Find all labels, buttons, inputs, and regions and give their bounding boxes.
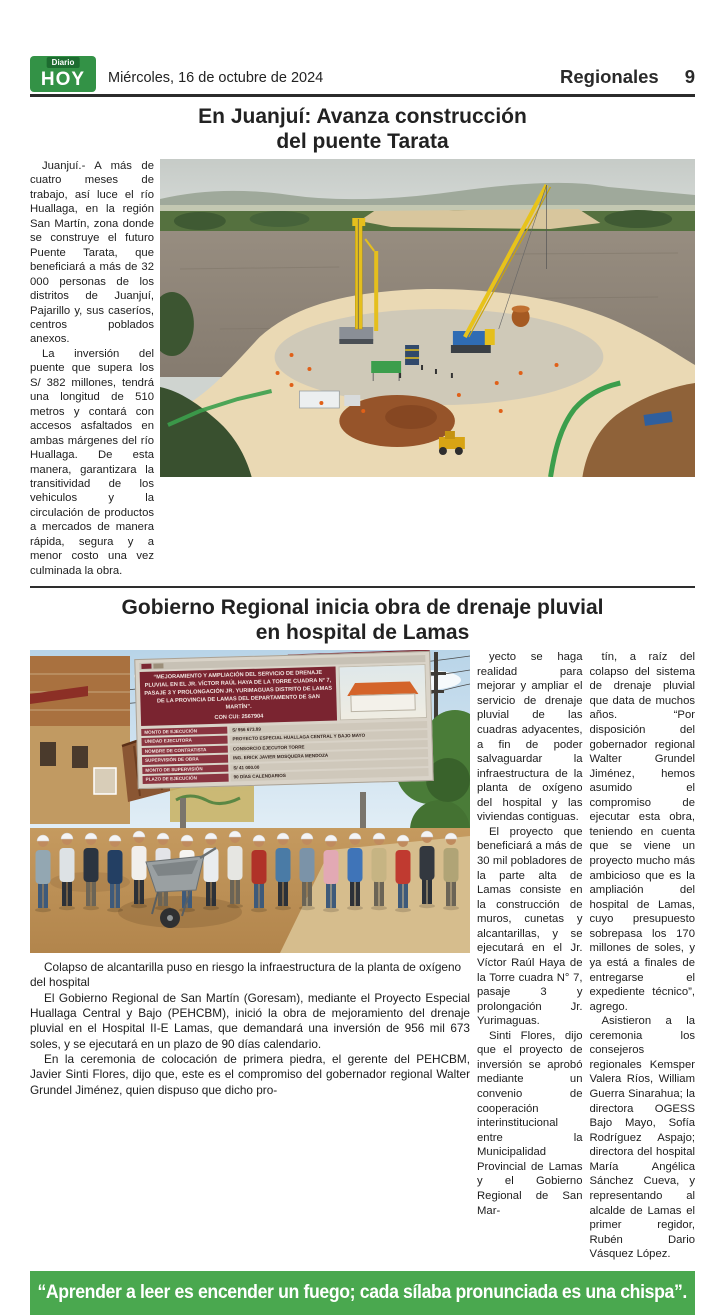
article2-paragraph: El proyecto que beneficiará a más de 30 mil pobladores de la parte alta de Lamas consiste en la construcción de muros, cunetas y alcantarillas, y se ejecutará en el Jr. Víctor Raúl Haya de la Torre cuadra N° 7, pasaje 3 y prolongación Jr. Yurimaguas. (477, 825, 583, 1028)
billboard-project-render (339, 664, 427, 720)
photo-ceremony-lamas (30, 650, 470, 953)
page-header (30, 54, 695, 92)
article2-body-row (30, 650, 695, 1262)
article2-paragraph: El Gobierno Regional de San Martín (Goresam), mediante el Proyecto Especial Huallaga Central y Bajo (PEHCBM), inició la obra de mejoramiento del drenaje pluvial en el Hospital II-E Lamas, que demandará una inversión de 956 mil 673 soles, y se ejecutará en un plazo de 90 días calendario. (30, 990, 470, 1051)
billboard-title: “MEJORAMIENTO Y AMPLIACIÓN DEL SERVICIO DE DRENAJE PLUVIAL EN EL JR. VÍCTOR RAÚL HAYA DE LA TORRE CUADRA N° 7, PASAJE 3 Y PROLONGACIÓN JR. YURIMAGUAS DISTRITO DE LAMAS DE LA PROVINCIA DE LAMAS DEL DEPARTAMENTO DE SAN MARTÍN”. (144, 670, 333, 711)
billboard-row: SUPERVISIÓN DE OBRA ING. ERICK JAVIER MOSQUERA MENDOZA (142, 749, 428, 764)
article2-headline-line2: en hospital de Lamas (255, 621, 470, 645)
far-bank-clearing (359, 209, 600, 229)
article2-paragraph: Sinti Flores, dijo que el proyecto de inversión se aprobó mediante un convenio de cooperación interinstitucional entre la Municipalidad Provincial de Lamas y el Gobierno Regional de San Mar- (477, 1029, 583, 1217)
article1-paragraph: La inversión del puente que supera los S/ 382 millones, tendrá una longitud de 510 metros y contará con accesos asfaltados en ambas márgenes del río Huallaga. De esta manera, garantizara la transitividad de los vehiculos y la circulación de productos a mercados de manera rápida, segura y a menor costo una vez culminada la obra. (30, 347, 154, 577)
article1-headline-line2: del puente Tarata (276, 130, 449, 153)
article1-headline (30, 104, 695, 154)
footer-quote-banner (30, 1271, 695, 1315)
billboard-cui: CON CUI: 2567904 (214, 713, 264, 721)
edition-date: Miércoles, 16 de octubre de 2024 (108, 70, 324, 86)
article-divider (30, 586, 695, 588)
brick-building (30, 656, 130, 824)
section-header (560, 66, 695, 92)
bridge-photo-scene (160, 159, 695, 477)
billboard-row: NOMBRE DE CONTRATISTA CONSORCIO EJECUTOR TORRE (142, 740, 428, 755)
rust-caisson (512, 306, 530, 328)
billboard-title-box (140, 667, 337, 726)
project-billboard (134, 651, 434, 789)
article2-headline-line1: Gobierno Regional inicia obra de drenaje pluvial (121, 596, 604, 620)
article2-headline (30, 595, 695, 645)
section-name: Regionales (560, 66, 659, 87)
article2-column-2 (590, 650, 696, 1262)
page-number: 9 (684, 66, 695, 87)
photo-bridge-construction (160, 159, 695, 477)
billboard-row: MONTO DE EJECUCIÓN S/ 956 673.89 (141, 721, 427, 736)
article2-paragraph: tín, a raíz del colapso del sistema de drenaje pluvial que data de muchos años. “Por disposición del gobernador regional Walter Grundel Jiménez, hemos asumido el compromiso de ejecutar esta obra, teniendo en cuenta que se viene un proyecto mucho más ambicioso que es la ampliación del hospital de Lamas, cuyo presupuesto sobrepasa los 170 millones de soles, y ya está a finales de entregarse el expediente técnico”, agrego. (589, 651, 695, 1013)
diario-hoy-logo (30, 56, 96, 92)
article2-paragraph: Asistieron a la ceremonia los consejeros regionales Kemsper Valera Ríos, William Guerra Sinarahua; la directora OGESS Bajo Mayo, Sofía Rodríguez Aspajo; directora del hospital María Angélica Sánchez Cueva, y representando al alcalde de Lamas el primer regidor, Rubén Dario Vásquez López. (589, 1015, 695, 1261)
photo-caption: Colapso de alcantarilla puso en riesgo la infraestructura de la planta de oxígeno del hospital (30, 960, 462, 990)
header-rule (30, 94, 695, 97)
white-container (299, 391, 339, 408)
formwork-tower (405, 345, 419, 365)
article1-headline-line1: En Juanjuí: Avanza construcción (198, 105, 527, 128)
logo-diario-label: Diario (47, 57, 80, 68)
article2-paragraph: En la ceremonia de colocación de primera piedra, el gerente del PEHCBM, Javier Sinti Flores, dijo que, este es el compromiso del gobernador regional Walter Grundel Jiménez, quien dispuso que dicho pro- (30, 1052, 470, 1097)
billboard-data-rows (141, 721, 428, 784)
billboard-row: PLAZO DE EJECUCIÓN 90 DÍAS CALENDARIOS (143, 768, 429, 783)
footer-quote-text: “Aprender a leer es encender un fuego; cada sílaba pronunciada es una chispa”. (37, 1281, 688, 1303)
billboard-row: MONTO DE SUPERVISIÓN S/ 41 000.00 (142, 759, 428, 774)
article1-text-column (30, 159, 154, 578)
article2-paragraph: yecto se haga realidad para mejorar y ampliar el servicio de drenaje pluvial de las cuadras adyacentes, a fin de poder salvaguardar la infraestructura de la planta de oxígeno del hospital y las viviendas contiguas. (477, 651, 583, 824)
logo-hoy-label: HOY (40, 69, 86, 90)
billboard-row: UNIDAD EJECUTORA PROYECTO ESPECIAL HUALLAGA CENTRAL Y BAJO MAYO (141, 730, 427, 745)
article1-paragraph: Juanjuí.- A más de cuatro meses de trabajo, así luce el río Huallaga, en la región San Martín, zona donde se construye el futuro Puente Tarata, que beneficiará a más de 32 000 personas de los distritos de Juanjuí, Pajarillo y, sus caseríos, centros poblados anexos. (30, 160, 154, 346)
article1-body-row (30, 159, 695, 578)
article2-column-1 (477, 650, 583, 1262)
article2-left-cell (30, 650, 470, 1262)
